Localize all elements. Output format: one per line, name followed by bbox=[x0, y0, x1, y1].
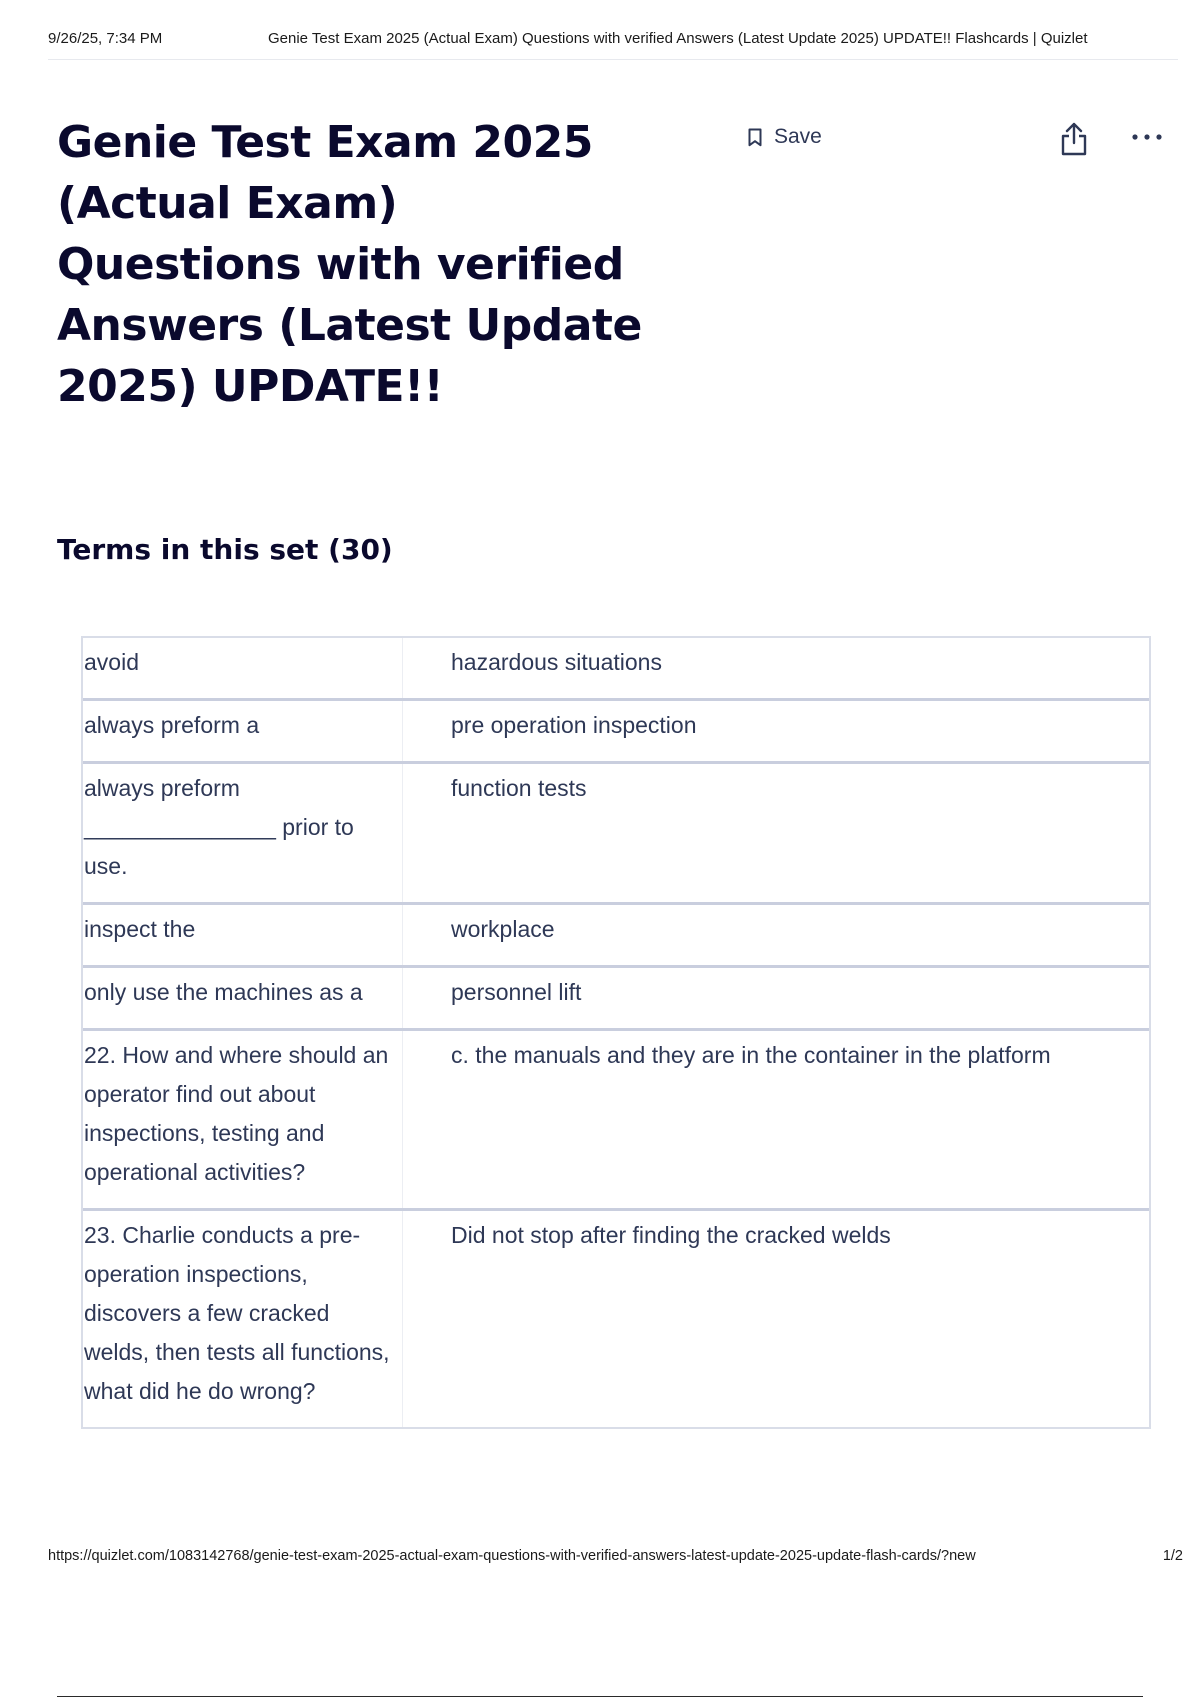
print-header bbox=[48, 30, 1178, 60]
page-number: 1/2 bbox=[1162, 1548, 1183, 1564]
definition-text: workplace bbox=[451, 916, 555, 942]
terms-table bbox=[81, 636, 1151, 1429]
divider bbox=[57, 1696, 1143, 1697]
term-row[interactable] bbox=[83, 902, 1149, 965]
print-datetime: 9/26/25, 7:34 PM bbox=[48, 30, 163, 47]
definition-text: personnel lift bbox=[451, 979, 582, 1005]
definition-text: hazardous situations bbox=[451, 649, 662, 675]
more-options-button[interactable] bbox=[1130, 122, 1164, 152]
save-button[interactable] bbox=[748, 125, 822, 149]
term-text: 22. How and where should an operator find out about inspections, testing and operational activities? bbox=[83, 1031, 403, 1208]
term-text: 23. Charlie conducts a pre-operation inspections, discovers a few cracked welds, then tests all functions, what did he do wrong? bbox=[83, 1211, 403, 1427]
term-text: avoid bbox=[83, 638, 403, 698]
term-text: always preform a bbox=[83, 701, 403, 761]
definition-text: pre operation inspection bbox=[451, 712, 697, 738]
term-text: only use the machines as a bbox=[83, 968, 403, 1028]
save-button-label: Save bbox=[774, 125, 822, 148]
share-icon bbox=[1058, 121, 1090, 157]
definition-text: function tests bbox=[451, 775, 587, 801]
print-document-title: Genie Test Exam 2025 (Actual Exam) Questions with verified Answers (Latest Update 2025) UPDATE!! Flashcards | Quizlet bbox=[268, 30, 1088, 47]
definition-text: c. the manuals and they are in the container in the platform bbox=[451, 1042, 1051, 1068]
term-row[interactable] bbox=[83, 1208, 1149, 1427]
terms-heading: Terms in this set (30) bbox=[57, 533, 393, 566]
term-row[interactable] bbox=[83, 965, 1149, 1028]
term-text: always preform _______________ prior to use. bbox=[83, 764, 403, 902]
term-text: inspect the bbox=[83, 905, 403, 965]
more-options-icon bbox=[1130, 122, 1164, 152]
bookmark-icon bbox=[748, 128, 762, 147]
term-row[interactable] bbox=[83, 761, 1149, 902]
term-row[interactable] bbox=[83, 698, 1149, 761]
term-row[interactable] bbox=[83, 638, 1149, 698]
page-title: Genie Test Exam 2025 (Actual Exam) Questions with verified Answers (Latest Update 2025) UPDATE!! bbox=[57, 117, 642, 412]
share-button[interactable] bbox=[1058, 121, 1090, 157]
print-url: https://quizlet.com/1083142768/genie-test-exam-2025-actual-exam-questions-with-verified-answers-latest-update-2025-update-flash-cards/?new bbox=[48, 1548, 976, 1564]
term-row[interactable] bbox=[83, 1028, 1149, 1208]
definition-text: Did not stop after finding the cracked welds bbox=[451, 1222, 891, 1248]
